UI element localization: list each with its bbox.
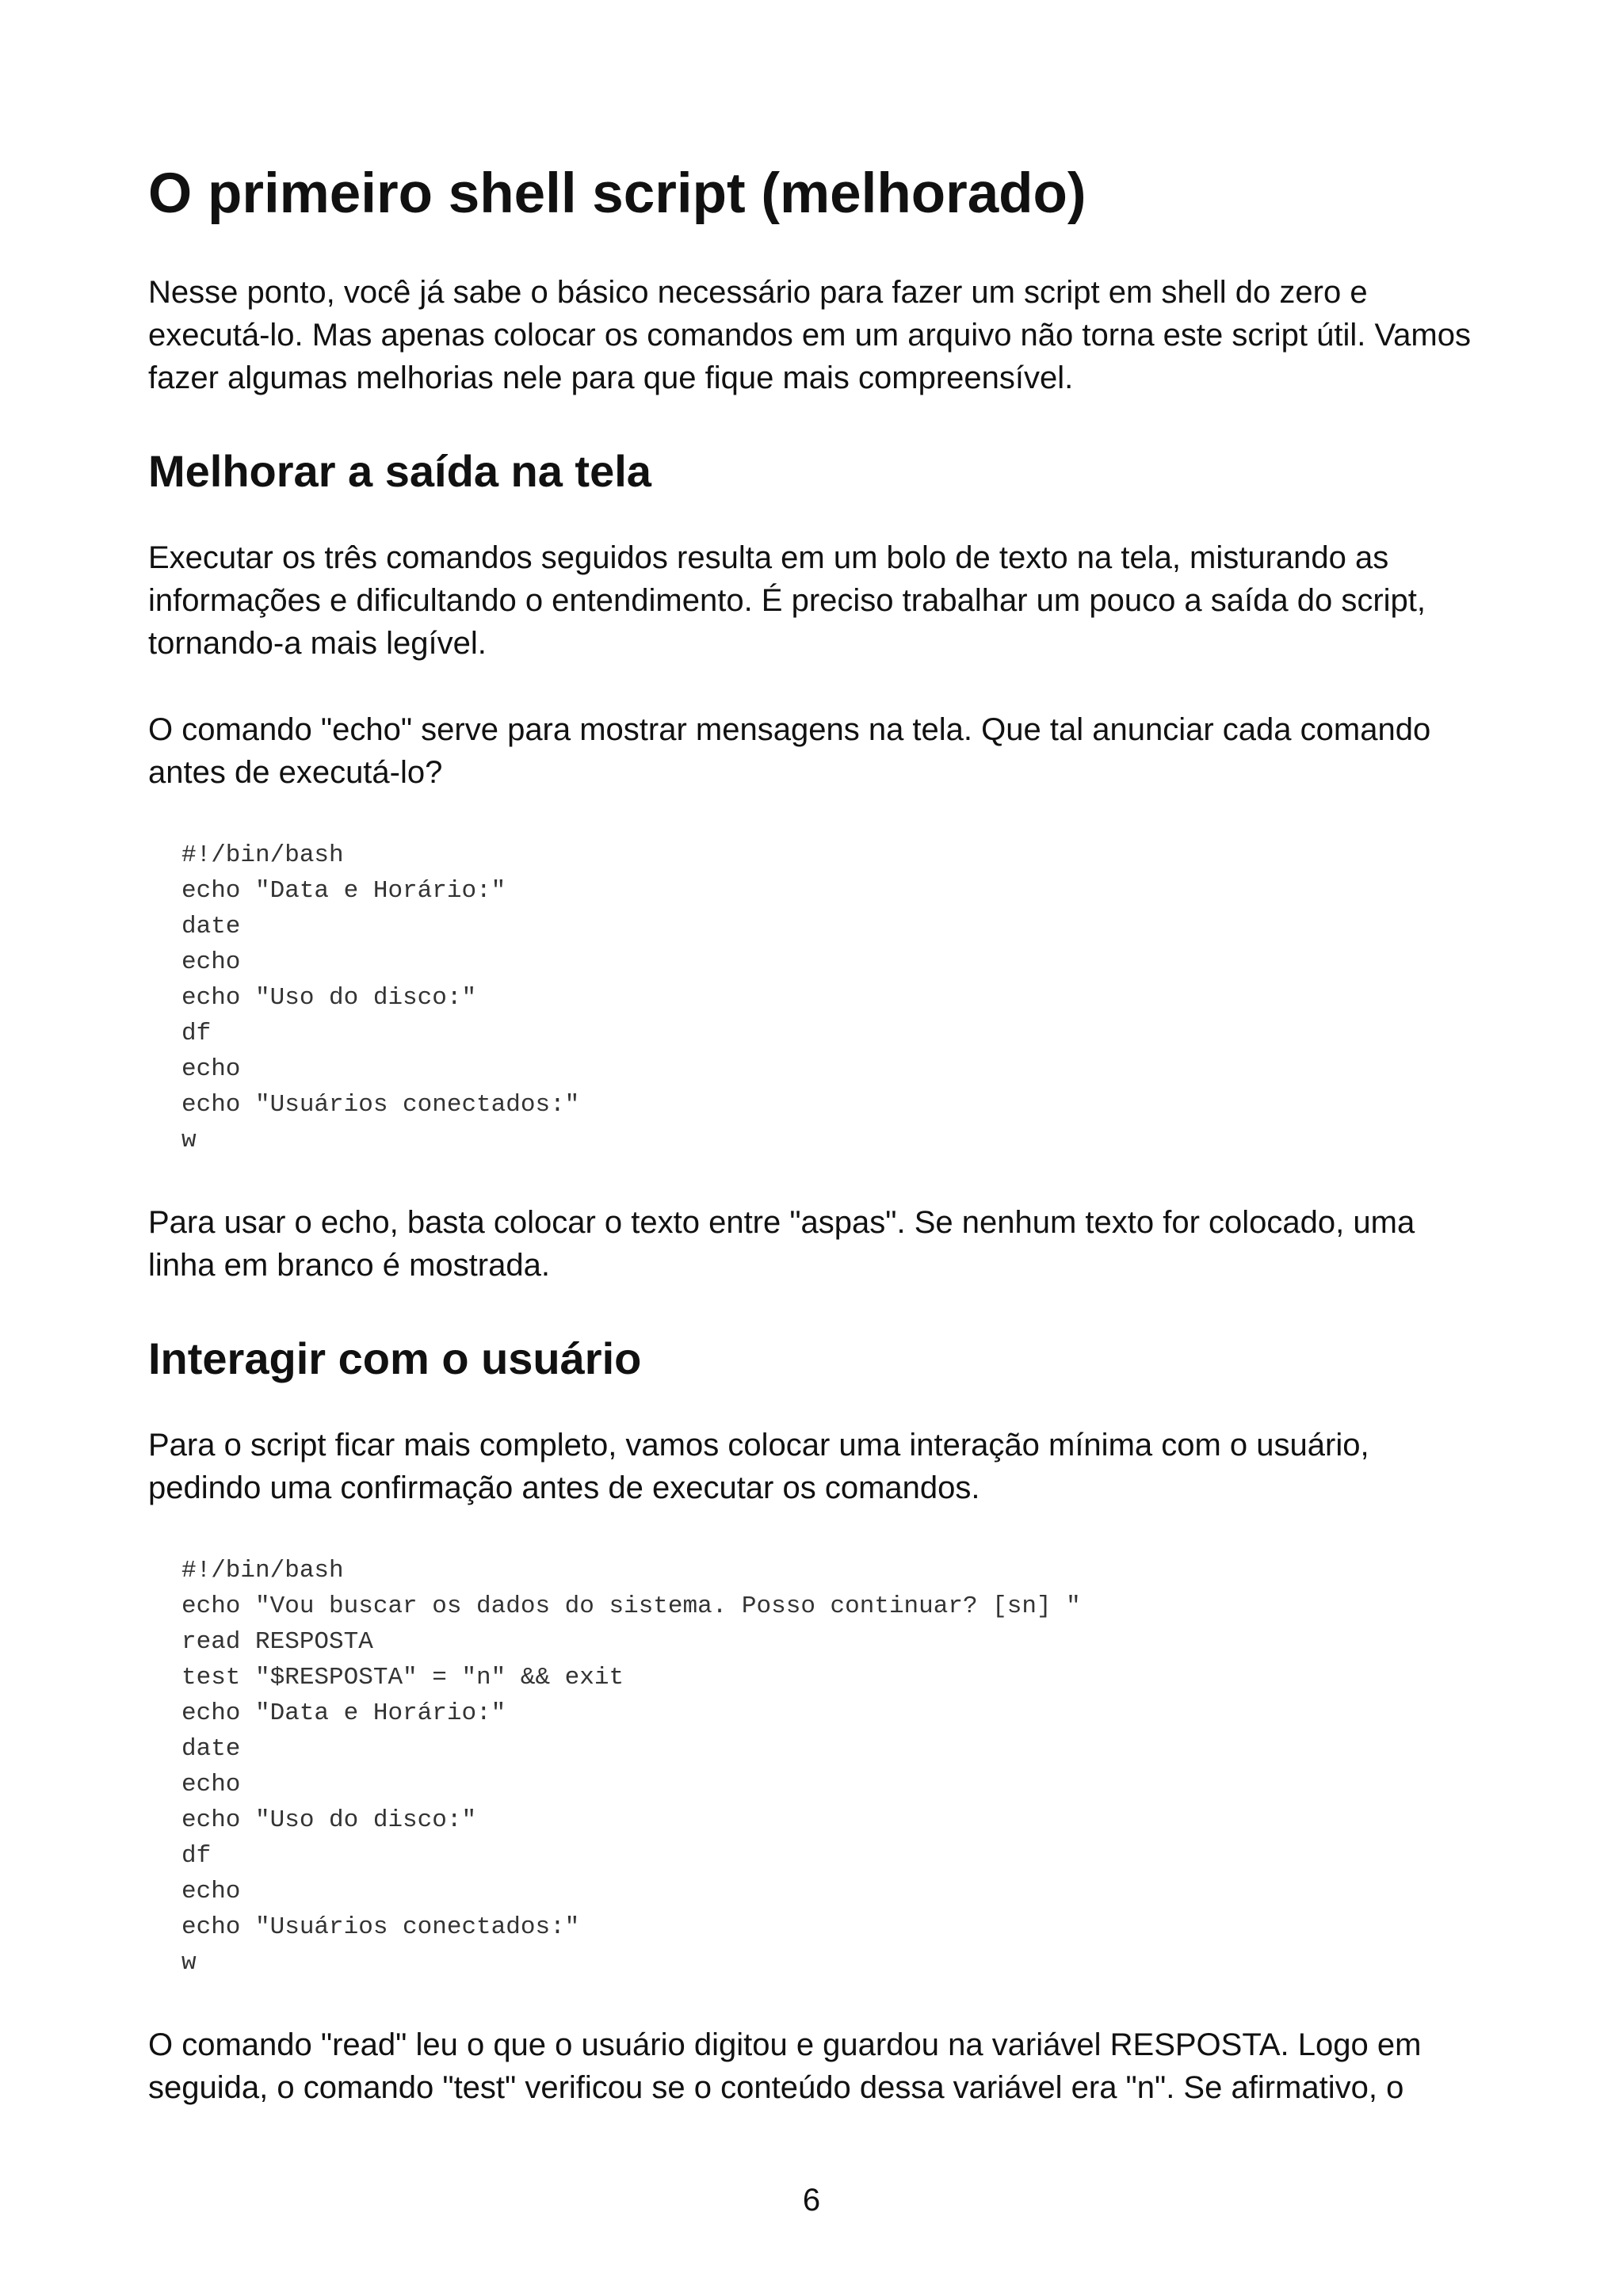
code-line: echo "Vou buscar os dados do sistema. Posso continuar? [sn] " [181, 1592, 1081, 1620]
code-line: #!/bin/bash [181, 841, 344, 869]
code-line: echo [181, 1771, 241, 1798]
output-paragraph-2: O comando "echo" serve para mostrar mensagens na tela. Que tal anunciar cada comando antes de executá-lo? [148, 712, 1431, 790]
page-title: O primeiro shell script (melhorado) [148, 162, 1086, 225]
code-line: echo "Uso do disco:" [181, 1806, 477, 1834]
output-paragraph-3: Para usar o echo, basta colocar o texto entre "aspas". Se nenhum texto for colocado, uma linha em branco é mostrada. [148, 1205, 1415, 1283]
output-paragraph-1: Executar os três comandos seguidos resulta em um bolo de texto na tela, misturando as informações e dificultando o entendimento. É preciso trabalhar um pouco a saída do script, tornando-a mais legível. [148, 540, 1426, 661]
code-line: echo [181, 948, 241, 976]
code-line: echo "Data e Horário:" [181, 877, 506, 905]
code-block-read [181, 1553, 1487, 1981]
code-line: read RESPOSTA [181, 1628, 373, 1656]
code-line: w [181, 1949, 197, 1977]
code-line: echo "Data e Horário:" [181, 1699, 506, 1727]
code-line: df [181, 1842, 212, 1870]
section-heading-output: Melhorar a saída na tela [148, 446, 651, 496]
code-line: echo "Uso do disco:" [181, 984, 477, 1012]
section-heading-interaction: Interagir com o usuário [148, 1333, 642, 1383]
code-line: echo "Usuários conectados:" [181, 1091, 580, 1119]
interaction-paragraph-1: Para o script ficar mais completo, vamos colocar uma interação mínima com o usuário, pedindo uma confirmação antes de executar os comandos. [148, 1428, 1369, 1505]
code-line: #!/bin/bash [181, 1557, 344, 1585]
code-line: echo [181, 1878, 241, 1905]
code-line: w [181, 1127, 197, 1154]
code-line: echo "Usuários conectados:" [181, 1913, 580, 1941]
code-block-echo [181, 837, 1487, 1158]
interaction-paragraph-2: O comando "read" leu o que o usuário digitou e guardou na variável RESPOSTA. Logo em seguida, o comando "test" verificou se o conteúdo dessa variável era "n". Se afirmativo, o [148, 2027, 1422, 2105]
page-content [148, 158, 1487, 2153]
code-line: test "$RESPOSTA" = "n" && exit [181, 1664, 624, 1691]
code-line: df [181, 1020, 212, 1047]
code-line: date [181, 1735, 241, 1763]
intro-paragraph: Nesse ponto, você já sabe o básico necessário para fazer um script em shell do zero e executá-lo. Mas apenas colocar os comandos em um arquivo não torna este script útil. Vamos fazer algumas melhorias nele para que fique mais compreensível. [148, 275, 1471, 395]
code-line: echo [181, 1055, 241, 1083]
page-number: 6 [802, 2183, 821, 2218]
code-line: date [181, 913, 241, 940]
